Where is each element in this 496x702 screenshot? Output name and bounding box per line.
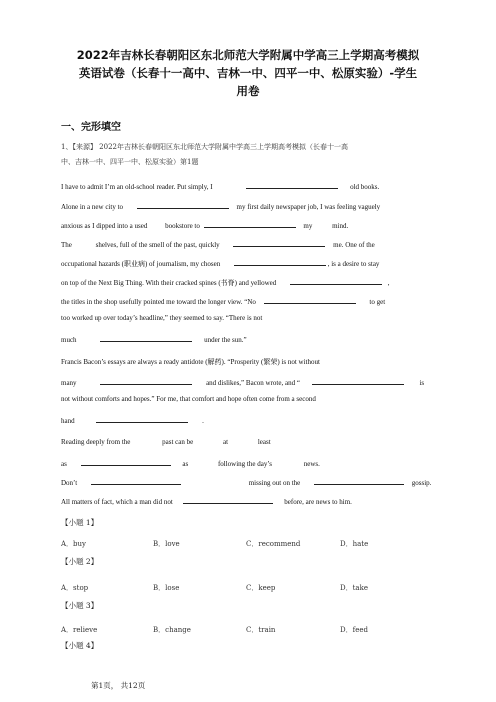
- passage-line: Don’t missing out on the gossip.: [61, 476, 431, 487]
- option-a[interactable]: A．stop: [61, 584, 89, 592]
- section-heading: 一、完形填空: [61, 122, 121, 133]
- passage-line: Francis Bacon’s essays are always a ready antidote (解药). “Prosperity (繁荣) is not without: [61, 358, 320, 366]
- blank-6[interactable]: [290, 276, 382, 285]
- blank-12[interactable]: [81, 457, 171, 466]
- blank-3[interactable]: [204, 219, 296, 228]
- passage-line: much under the sun.”: [61, 333, 247, 344]
- question-label: 【小题 1】: [61, 518, 99, 527]
- option-d[interactable]: D．hate: [340, 540, 369, 548]
- passage-line: many and dislikes,” Bacon wrote, and “ is: [61, 376, 424, 387]
- passage-line: on top of the Next Big Thing. With their cracked spines (书脊) and yellowed ,: [61, 276, 390, 288]
- passage-line: All matters of fact, which a man did not before, are news to him.: [61, 495, 352, 506]
- blank-13[interactable]: [91, 476, 181, 485]
- passage-line: the titles in the shop usefully pointed me toward the longer view. “No to get: [61, 295, 385, 306]
- blank-1[interactable]: [246, 180, 338, 189]
- passage-line: hand .: [61, 414, 204, 425]
- blank-2[interactable]: [137, 200, 229, 209]
- option-c[interactable]: C．train: [246, 626, 276, 634]
- passage-line: I have to admit I’m an old-school reader. Put simply, I old books.: [61, 180, 379, 191]
- blank-11[interactable]: [96, 414, 188, 423]
- blank-8[interactable]: [100, 333, 192, 342]
- passage-line: The shelves, full of the smell of the past, quickly me. One of the: [61, 238, 375, 249]
- option-c[interactable]: C．recommend: [246, 540, 301, 548]
- page-footer: 第1页， 共12页: [91, 681, 146, 690]
- option-d[interactable]: D．take: [340, 584, 368, 592]
- passage-line: as as following the day’s news.: [61, 457, 320, 468]
- source-line-2: 中、吉林一中、四平一中、松原实验）第1题: [61, 158, 199, 166]
- option-b[interactable]: B．change: [153, 626, 191, 634]
- passage-line: anxious as I dipped into a used bookstore to my mind.: [61, 219, 348, 230]
- blank-5[interactable]: [234, 257, 326, 266]
- option-c[interactable]: C．keep: [246, 584, 276, 592]
- blank-9[interactable]: [100, 376, 192, 385]
- option-a[interactable]: A．buy: [61, 540, 86, 548]
- passage-line: Reading deeply from the past can be at least: [61, 438, 271, 446]
- title-line-2: 英语试卷（长春十一高中、吉林一中、四平一中、松原实验）-学生: [78, 66, 418, 80]
- source-line-1: 1、【来源】 2022年吉林长春朝阳区东北师范大学附属中学高三上学期高考模拟（长春十一高: [61, 143, 348, 151]
- question-label: 【小题 4】: [61, 641, 99, 650]
- option-a[interactable]: A．relieve: [61, 626, 98, 634]
- blank-10[interactable]: [312, 376, 404, 385]
- question-label: 【小题 2】: [61, 557, 99, 566]
- passage-line: occupational hazards (职业病) of journalism, my chosen , is a desire to stay: [61, 257, 379, 269]
- title-line-1: 2022年吉林长春朝阳区东北师范大学附属中学高三上学期高考模拟: [76, 48, 420, 62]
- blank-4[interactable]: [233, 238, 325, 247]
- question-label: 【小题 3】: [61, 601, 99, 610]
- document-title: [50, 46, 446, 100]
- title-line-3: 用卷: [236, 84, 260, 98]
- passage-line: Alone in a new city to my first daily newspaper job, I was feeling vaguely: [61, 200, 380, 211]
- passage-line: not without comforts and hopes.” For me, that comfort and hope often come from a second: [61, 395, 316, 403]
- question-source: [61, 140, 441, 170]
- option-b[interactable]: B．love: [153, 540, 180, 548]
- option-d[interactable]: D．feed: [340, 626, 368, 634]
- blank-15[interactable]: [183, 495, 273, 504]
- blank-14[interactable]: [314, 476, 404, 485]
- passage-line: too worked up over today’s headline,” they seemed to say. “There is not: [61, 314, 263, 322]
- blank-7[interactable]: [264, 295, 356, 304]
- option-b[interactable]: B．lose: [153, 584, 180, 592]
